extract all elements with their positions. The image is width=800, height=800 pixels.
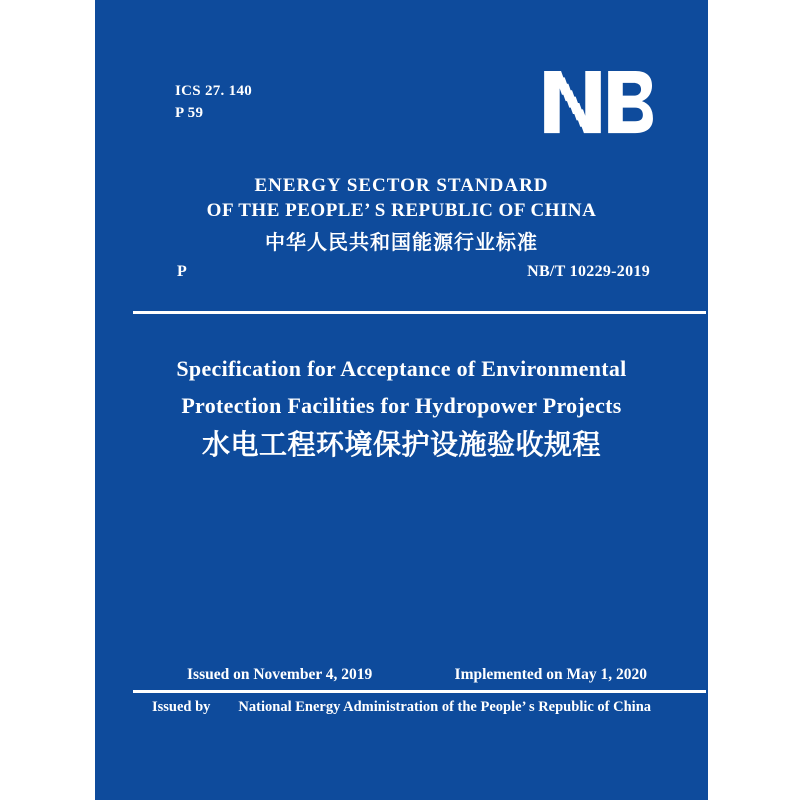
title-zh: 水电工程环境保护设施验收规程 — [201, 430, 601, 461]
issued-on-date: Issued on November 4, 2019 — [187, 666, 373, 683]
dates-row — [95, 666, 708, 686]
standard-name-zh: 中华人民共和国能源行业标准 — [265, 232, 538, 254]
category-prefix: P — [177, 263, 187, 280]
title-en-line2: Protection Facilities for Hydropower Projects — [181, 393, 622, 418]
horizontal-rule-top — [133, 311, 706, 314]
issued-by-label: Issued by — [151, 699, 211, 715]
standard-name-en-line1: ENERGY SECTOR STANDARD — [254, 175, 549, 196]
standard-name-en-line2: OF THE PEOPLE’ S REPUBLIC OF CHINA — [206, 200, 597, 221]
title-en-line1: Specification for Acceptance of Environmental — [176, 356, 627, 381]
issuer-row — [95, 699, 708, 716]
issuer-name: National Energy Administration of the People’ s Republic of China — [238, 699, 652, 715]
standard-cover-page — [95, 0, 708, 800]
ics-classification-block — [175, 80, 252, 124]
classification-row — [95, 263, 708, 283]
horizontal-rule-bottom — [133, 690, 706, 693]
nb-logo-icon — [543, 71, 655, 135]
ics-code: ICS 27. 140 — [175, 83, 253, 99]
implemented-on-date: Implemented on May 1, 2020 — [454, 666, 647, 683]
standard-number: NB/T 10229-2019 — [527, 263, 650, 280]
doc-class-code: P 59 — [175, 105, 204, 121]
